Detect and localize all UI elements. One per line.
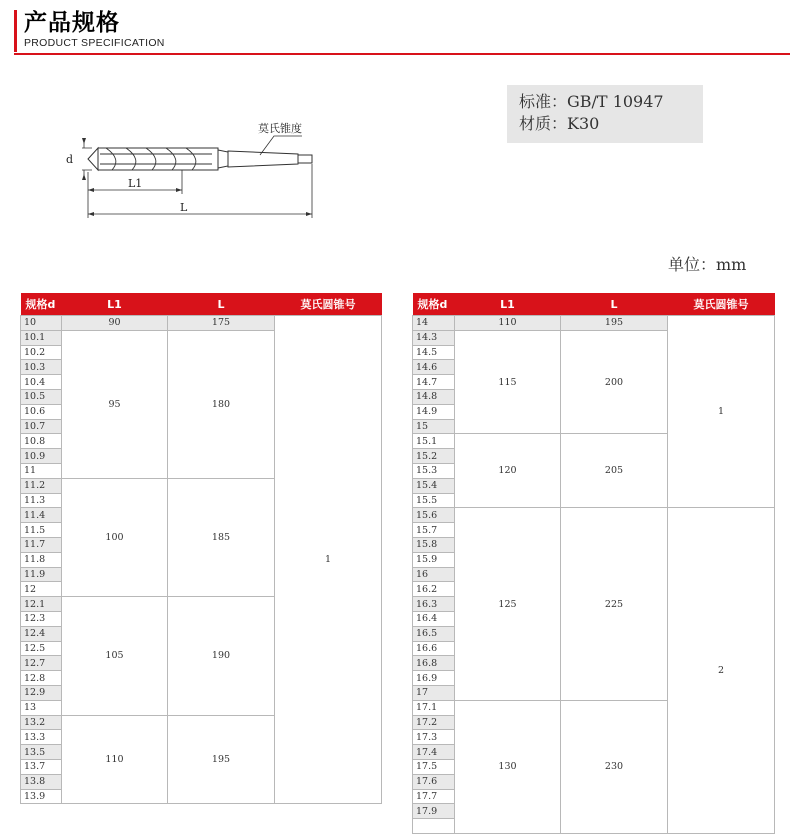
header-l: L <box>168 293 275 316</box>
cell-l: 195 <box>168 715 275 804</box>
header-accent-bar <box>14 10 17 52</box>
cell-d: 17.6 <box>413 774 455 789</box>
cell-l1: 100 <box>62 478 168 596</box>
cell-d: 13.5 <box>21 745 62 760</box>
cell-l: 180 <box>168 330 275 478</box>
drill-diagram <box>62 88 322 228</box>
spec-table-right <box>412 293 775 834</box>
cell-d: 10.7 <box>21 419 62 434</box>
cell-l: 200 <box>561 330 668 434</box>
morse-taper-label: 莫氏锥度 <box>258 122 302 135</box>
cell-d: 10.4 <box>21 375 62 390</box>
cell-d: 10.6 <box>21 404 62 419</box>
l-label: L <box>180 201 188 214</box>
l-dimension <box>88 164 312 218</box>
cell-d: 14 <box>413 316 455 331</box>
cell-d: 17.1 <box>413 700 455 715</box>
header-d: 规格d <box>21 293 62 316</box>
cell-d: 14.5 <box>413 345 455 360</box>
cell-d: 17.3 <box>413 730 455 745</box>
header-d: 规格d <box>413 293 455 316</box>
drill-tip <box>88 148 98 170</box>
cell-d: 15 <box>413 419 455 434</box>
cell-d: 11.3 <box>21 493 62 508</box>
cell-d: 13.8 <box>21 774 62 789</box>
cell-d: 15.6 <box>413 508 455 523</box>
cell-d: 16.3 <box>413 597 455 612</box>
header-morse: 莫氏圆锥号 <box>668 293 775 316</box>
cell-d: 13.7 <box>21 759 62 774</box>
cell-d: 11.8 <box>21 552 62 567</box>
cell-l: 205 <box>561 434 668 508</box>
cell-d: 12.7 <box>21 656 62 671</box>
cell-d: 15.3 <box>413 463 455 478</box>
cell-d: 16 <box>413 567 455 582</box>
drill-tang <box>298 155 312 163</box>
cell-morse: 2 <box>668 508 775 834</box>
material-text: 材质：K30 <box>519 114 600 133</box>
cell-d: 11.5 <box>21 523 62 538</box>
drill-neck <box>218 150 228 168</box>
cell-d: 10 <box>21 316 62 331</box>
drill-flute-body <box>98 148 218 170</box>
cell-d: 10.5 <box>21 389 62 404</box>
cell-d: 10.3 <box>21 360 62 375</box>
cell-d: 17.9 <box>413 804 455 819</box>
table-header-row <box>21 293 382 316</box>
cell-d: 10.1 <box>21 330 62 345</box>
cell-d: 13.2 <box>21 715 62 730</box>
cell-l1: 130 <box>455 700 561 833</box>
header-l1: L1 <box>455 293 561 316</box>
cell-l1: 125 <box>455 508 561 700</box>
cell-l1: 115 <box>455 330 561 434</box>
cell-d: 17.4 <box>413 745 455 760</box>
drill-shank <box>228 151 298 167</box>
header-divider <box>14 53 790 55</box>
standard-text: 标准：GB/T 10947 <box>519 92 664 111</box>
cell-d: 11.4 <box>21 508 62 523</box>
cell-d: 16.5 <box>413 626 455 641</box>
cell-d: 12.9 <box>21 685 62 700</box>
table-header-row <box>413 293 775 316</box>
cell-l: 185 <box>168 478 275 596</box>
cell-d: 17.2 <box>413 715 455 730</box>
cell-l1: 110 <box>62 715 168 804</box>
cell-d: 14.3 <box>413 330 455 345</box>
cell-d: 11.9 <box>21 567 62 582</box>
cell-d: 15.7 <box>413 523 455 538</box>
spec-table-left <box>20 293 382 804</box>
cell-d: 12.5 <box>21 641 62 656</box>
cell-d: 16.2 <box>413 582 455 597</box>
d-label: d <box>66 153 74 166</box>
cell-d: 15.2 <box>413 449 455 464</box>
cell-l: 195 <box>561 316 668 331</box>
cell-d: 10.2 <box>21 345 62 360</box>
header-l1: L1 <box>62 293 168 316</box>
cell-d: 15.9 <box>413 552 455 567</box>
cell-d: 17.5 <box>413 759 455 774</box>
cell-d: 15.4 <box>413 478 455 493</box>
standard-box <box>507 85 703 143</box>
cell-l: 230 <box>561 700 668 833</box>
cell-d: 17.7 <box>413 789 455 804</box>
cell-d: 16.9 <box>413 671 455 686</box>
table-row <box>413 508 775 523</box>
cell-l1: 110 <box>455 316 561 331</box>
table-row <box>21 316 382 331</box>
cell-l1: 120 <box>455 434 561 508</box>
cell-d: 11.7 <box>21 537 62 552</box>
cell-d: 12.8 <box>21 671 62 686</box>
cell-morse: 1 <box>275 316 382 804</box>
cell-d: 10.8 <box>21 434 62 449</box>
cell-d: 13.9 <box>21 789 62 804</box>
cell-d <box>413 819 455 834</box>
cell-d: 10.9 <box>21 449 62 464</box>
cell-d: 12.1 <box>21 597 62 612</box>
cell-d: 16.4 <box>413 611 455 626</box>
cell-l1: 95 <box>62 330 168 478</box>
cell-d: 11 <box>21 463 62 478</box>
cell-morse: 1 <box>668 316 775 508</box>
cell-l: 175 <box>168 316 275 331</box>
header-morse: 莫氏圆锥号 <box>275 293 382 316</box>
cell-d: 12.4 <box>21 626 62 641</box>
page-subtitle: PRODUCT SPECIFICATION <box>24 37 165 49</box>
l1-label: L1 <box>128 177 143 190</box>
cell-d: 17 <box>413 685 455 700</box>
cell-d: 14.9 <box>413 404 455 419</box>
cell-d: 14.7 <box>413 375 455 390</box>
cell-d: 16.8 <box>413 656 455 671</box>
cell-d: 15.5 <box>413 493 455 508</box>
cell-d: 11.2 <box>21 478 62 493</box>
cell-d: 12.3 <box>21 611 62 626</box>
cell-l1: 105 <box>62 597 168 715</box>
cell-d: 14.8 <box>413 389 455 404</box>
cell-d: 16.6 <box>413 641 455 656</box>
cell-d: 12 <box>21 582 62 597</box>
unit-label: 单位：mm <box>668 255 747 274</box>
cell-l: 190 <box>168 597 275 715</box>
cell-d: 13 <box>21 700 62 715</box>
header-l: L <box>561 293 668 316</box>
page-title: 产品规格 <box>24 10 120 36</box>
table-row <box>413 316 775 331</box>
cell-d: 13.3 <box>21 730 62 745</box>
cell-l: 225 <box>561 508 668 700</box>
cell-d: 15.8 <box>413 537 455 552</box>
cell-d: 14.6 <box>413 360 455 375</box>
cell-l1: 90 <box>62 316 168 331</box>
cell-d: 15.1 <box>413 434 455 449</box>
